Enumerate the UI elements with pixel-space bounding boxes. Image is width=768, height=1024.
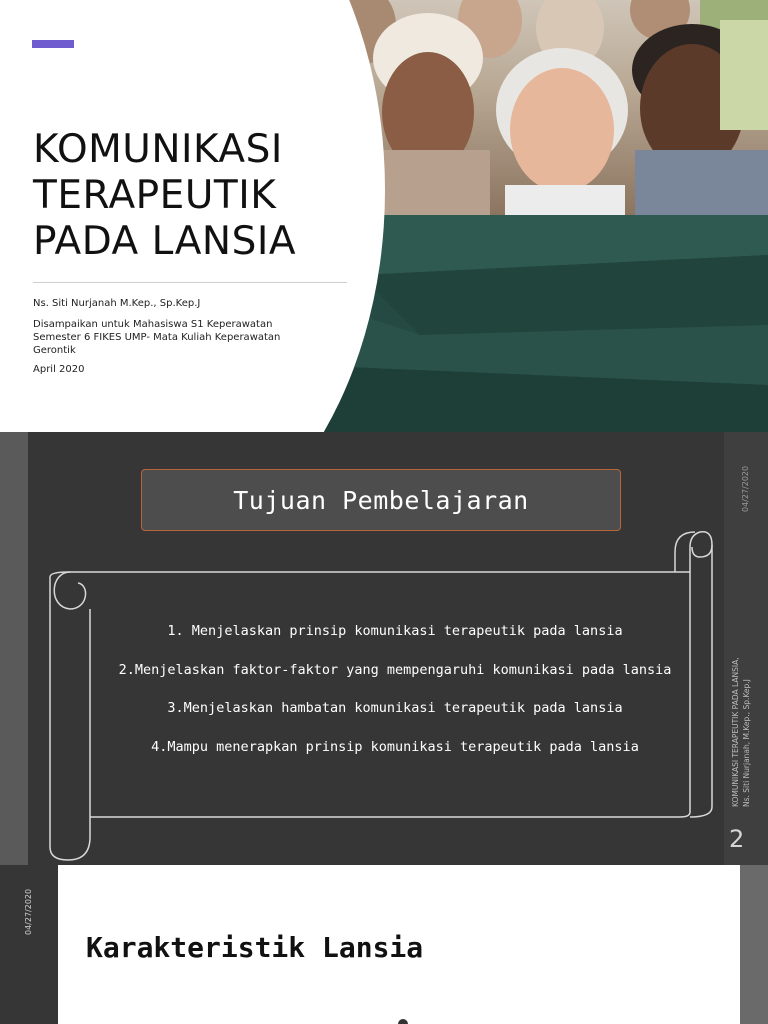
left-side-bar — [0, 432, 28, 865]
description-line: Disampaikan untuk Mahasiswa S1 Keperawatan — [33, 319, 273, 330]
divider — [33, 282, 347, 283]
footer-line: Ns. Siti Nurjanah, M.Kep., Sp.Kep.J — [742, 679, 751, 807]
slide-footer — [730, 637, 752, 807]
title-line: TERAPEUTIK — [33, 173, 277, 218]
title-line: KOMUNIKASI — [33, 127, 283, 172]
presentation-description — [33, 318, 333, 357]
right-side-bar — [740, 865, 768, 1024]
title-line: PADA LANSIA — [33, 219, 297, 264]
list-item: 1. Menjelaskan prinsip komunikasi terapeutik pada lansia — [167, 623, 623, 639]
heading-box — [141, 469, 621, 531]
list-item: 2.Menjelaskan faktor-faktor yang mempengaruhi komunikasi pada lansia — [118, 661, 672, 678]
slide-title — [0, 0, 768, 432]
list-item: 3.Menjelaskan hambatan komunikasi terapeutik pada lansia — [167, 700, 623, 716]
objectives-list — [90, 623, 700, 777]
slide-characteristics — [0, 865, 768, 1024]
description-line: Semester 6 FIKES UMP- Mata Kuliah Keperawatan — [33, 332, 281, 343]
description-line: Gerontik — [33, 345, 76, 356]
slide-heading: Tujuan Pembelajaran — [233, 485, 529, 515]
accent-bar — [32, 40, 74, 48]
presentation-date: April 2020 — [33, 364, 85, 375]
footer-line: KOMUNIKASI TERAPEUTIK PADA LANSIA, — [731, 657, 740, 807]
list-item: 4.Mampu menerapkan prinsip komunikasi terapeutik pada lansia — [151, 738, 639, 755]
page-number: 2 — [729, 825, 745, 853]
slide-date: 04/27/2020 — [741, 465, 750, 512]
slide-date: 04/27/2020 — [24, 888, 33, 935]
author-name: Ns. Siti Nurjanah M.Kep., Sp.Kep.J — [33, 298, 201, 309]
slide-learning-objectives — [0, 432, 768, 865]
slide-heading: Karakteristik Lansia — [86, 931, 424, 964]
content-panel — [58, 865, 740, 1024]
presentation-title — [33, 127, 353, 265]
bullet-dot — [398, 1019, 408, 1024]
